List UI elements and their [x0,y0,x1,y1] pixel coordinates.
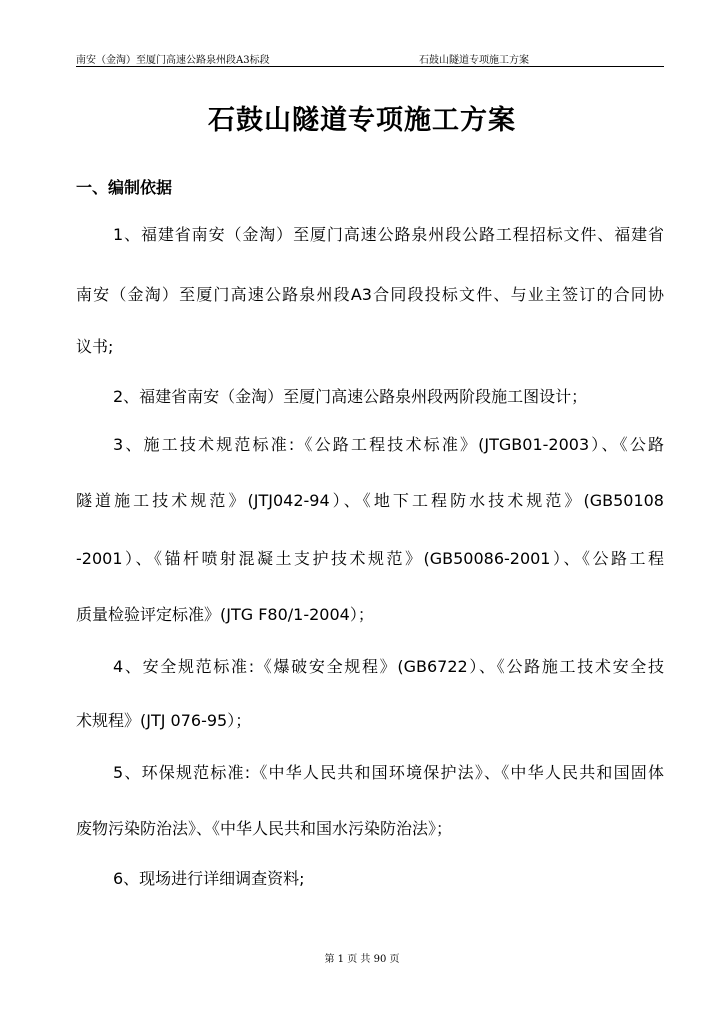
section-heading: 一、编制依据 [76,178,173,197]
header-document-name: 石鼓山隧道专项施工方案 [419,55,529,66]
document-title: 石鼓山隧道专项施工方案 [208,105,516,136]
header-project-name: 南安（金淘）至厦门高速公路泉州段A3标段 [76,55,270,66]
paragraph-4-line-1: 4、安全规范标准:《爆破安全规程》(GB6722）、《公路施工技术安全技 [113,657,664,676]
page-header [76,50,664,67]
page-footer: 第 1 页 共 90 页 [324,954,400,965]
paragraph-3-line-1: 3、施工技术规范标准:《公路工程技术标准》(JTGB01-2003）、《公路 [113,435,664,454]
paragraph-3-line-4: 质量检验评定标准》(JTG F80/1-2004）； [76,605,374,624]
paragraph-1-line-2: 南安（金淘）至厦门高速公路泉州段A3合同段投标文件、与业主签订的合同协 [76,285,664,304]
paragraph-1-line-1: 1、福建省南安（金淘）至厦门高速公路泉州段公路工程招标文件、福建省 [113,225,664,244]
paragraph-3-line-3: -2001）、《锚杆喷射混凝土支护技术规范》(GB50086-2001）、《公路工程 [76,549,664,568]
paragraph-4-line-2: 术规程》(JTJ 076-95）； [76,711,252,730]
paragraph-6-line-1: 6、现场进行详细调查资料; [113,869,305,888]
paragraph-5-line-1: 5、环保规范标准:《中华人民共和国环境保护法》、《中华人民共和国固体 [113,763,664,782]
paragraph-1-line-3: 议书; [76,337,114,356]
paragraph-2-line-1: 2、福建省南安（金淘）至厦门高速公路泉州段两阶段施工图设计； [113,387,588,406]
paragraph-3-line-2: 隧道施工技术规范》(JTJ042-94）、《地下工程防水技术规范》(GB50108 [76,491,664,510]
paragraph-5-line-2: 废物污染防治法》、《中华人民共和国水污染防治法》； [76,819,453,838]
